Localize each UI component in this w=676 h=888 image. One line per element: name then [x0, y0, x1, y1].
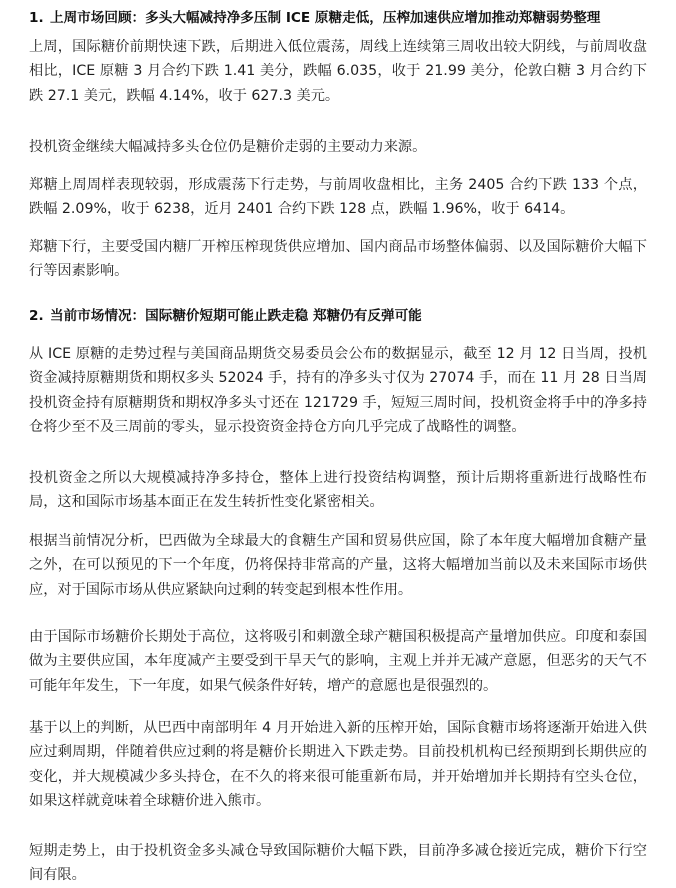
section-2-title: 当前市场情况：国际糖价短期可能止跌走稳 郑糖仍有反弹可能 — [50, 308, 422, 324]
section-2-paragraph-4: 由于国际市场糖价长期处于高位，这将吸引和刺激全球产糖国积极提高产量增加供应。印度和泰国做为主要供应国，本年度减产主要受到干旱天气的影响，主观上并并无减产意愿，但恶劣的天气不可能年年发生，下一年度，如果气候条件好转，增产的意愿也是很强烈的。 — [29, 629, 647, 694]
section-2-heading — [29, 306, 669, 326]
section-1-paragraph-1: 上周，国际糖价前期快速下跌，后期进入低位震荡，周线上连续第三周收出较大阴线，与前周收盘相比，ICE 原糖 3 月合约下跌 1.41 美分，跌幅 6.035，收于 21.99 美分，伦敦白糖 3 月合约下跌 27.1 美元，跌幅 4.14%，收于 627.3 美元。 — [29, 39, 647, 104]
section-2-paragraph-1: 从 ICE 原糖的走势过程与美国商品期货交易委员会公布的数据显示，截至 12 月 12 日当周，投机资金减持原糖期货和期权多头 52024 手，持有的净多头寸仅为 27074 手，而在 11 月 28 日当周投机资金持有原糖期货和期权净多头寸还在 121729 手，短短三周时间，投机资金将手中的净多持仓将少至不及三周前的零头，显示投资资金持仓方向几乎完成了战略性的调整。 — [29, 346, 647, 435]
section-1-title: 上周市场回顾：多头大幅减持净多压制 ICE 原糖走低，压榨加速供应增加推动郑糖弱势整理 — [50, 10, 601, 26]
section-2-paragraph-5: 基于以上的判断，从巴西中南部明年 4 月开始进入新的压榨开始，国际食糖市场将逐渐开始进入供应过剩周期，伴随着供应过剩的将是糖价长期进入下跌走势。目前投机机构已经预期到长期供应的变化，并大规模减少多头持仓，在不久的将来很可能重新布局，并开始增加并长期持有空头仓位，如果这样就竟味着全球糖价进入熊市。 — [29, 720, 647, 809]
section-1-paragraph-2: 投机资金继续大幅减持多头仓位仍是糖价走弱的主要动力来源。 — [29, 139, 427, 155]
section-1-number: 1. — [29, 10, 44, 26]
section-2-number: 2. — [29, 308, 44, 324]
section-2-paragraph-3: 根据当前情况分析，巴西做为全球最大的食糖生产国和贸易供应国，除了本年度大幅增加食糖产量之外，在可以预见的下一个年度，仍将保持非常高的产量，这将大幅增加当前以及未来国际市场供应，对于国际市场从供应紧缺向过剩的转变起到根本性作用。 — [29, 533, 647, 598]
section-2-paragraph-2: 投机资金之所以大规模减持净多持仓，整体上进行投资结构调整，预计后期将重新进行战略性布局，这和国际市场基本面正在发生转折性变化紧密相关。 — [29, 470, 647, 511]
section-1-paragraph-3: 郑糖上周周样表现较弱，形成震荡下行走势，与前周收盘相比，主务 2405 合约下跌 133 个点，跌幅 2.09%，收于 6238，近月 2401 合约下跌 128 点，跌幅 1.96%，收于 6414。 — [29, 177, 647, 218]
section-2-paragraph-6: 短期走势上，由于投机资金多头减仓导致国际糖价大幅下跌，目前净多减仓接近完成，糖价下行空间有限。 — [29, 843, 647, 884]
section-1-paragraph-4: 郑糖下行，主要受国内糖厂开榨压榨现货供应增加、国内商品市场整体偏弱、以及国际糖价大幅下行等因素影响。 — [29, 239, 647, 280]
section-1-heading — [29, 8, 669, 28]
